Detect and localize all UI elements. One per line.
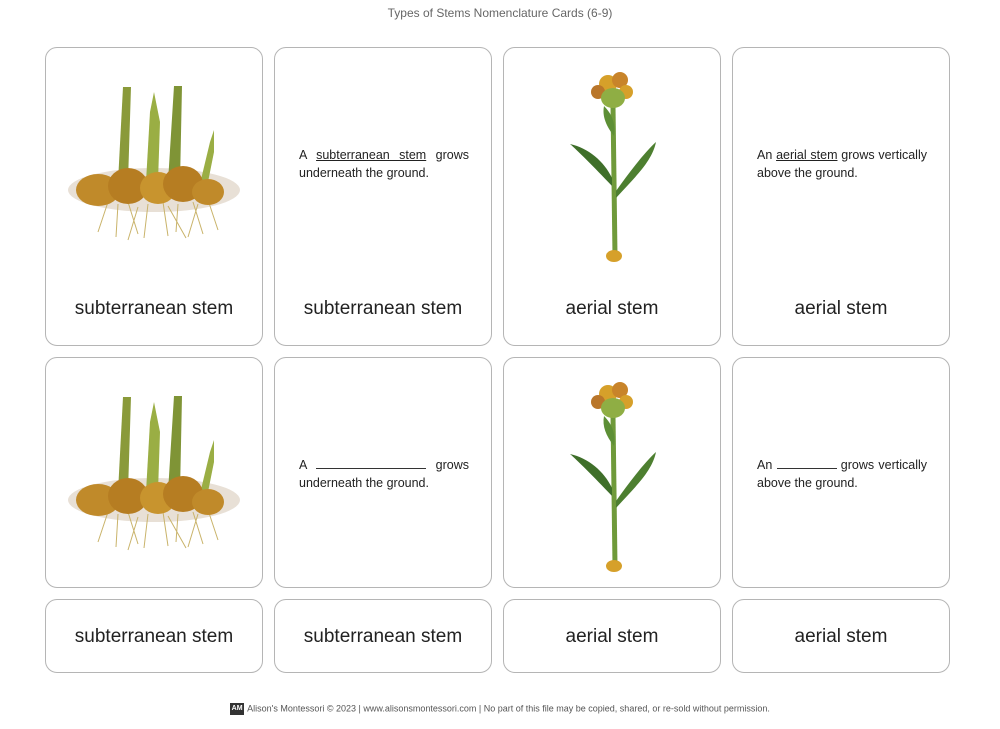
picture-card-aerial — [503, 357, 721, 588]
brand-logo: AM — [230, 703, 244, 715]
label-card-aerial — [732, 599, 950, 673]
definition-text: A grows underneath the ground. — [299, 458, 469, 490]
page-title: Types of Stems Nomenclature Cards (6-9) — [387, 6, 613, 20]
label-card-subterranean — [274, 599, 492, 673]
picture-card-subterranean — [45, 357, 263, 588]
definition-text: A subterranean stem grows underneath the ground. — [299, 148, 469, 180]
label-card-subterranean — [45, 599, 263, 673]
card-label: subterranean stem — [303, 626, 463, 647]
card-label: aerial stem — [794, 626, 888, 647]
control-card-subterranean-picture — [45, 47, 263, 346]
aerial-stem-illustration — [568, 66, 658, 266]
card-label: aerial stem — [565, 298, 659, 319]
definition-text: An aerial stem grows vertically above the ground. — [757, 148, 927, 180]
card-label: subterranean stem — [74, 626, 234, 647]
label-card-aerial — [503, 599, 721, 673]
definition-text: An grows vertically above the ground. — [757, 458, 927, 490]
subterranean-stem-illustration — [68, 392, 240, 552]
card-label: aerial stem — [794, 298, 888, 319]
answer-blank — [316, 456, 426, 469]
definition-term: aerial stem — [776, 148, 838, 162]
copyright-text: Alison's Montessori © 2023 | www.alisonsmontessori.com | No part of this file may be copied, shared, or re-sold without permission. — [247, 703, 770, 714]
card-label: subterranean stem — [74, 298, 234, 319]
subterranean-stem-illustration — [68, 82, 240, 242]
definition-term: subterranean stem — [316, 148, 427, 162]
definition-blank-card-subterranean — [274, 357, 492, 588]
card-label: aerial stem — [565, 626, 659, 647]
footer — [0, 703, 1000, 715]
aerial-stem-illustration — [568, 376, 658, 576]
definition-blank-card-aerial — [732, 357, 950, 588]
answer-blank — [777, 456, 837, 469]
card-label: subterranean stem — [303, 298, 463, 319]
definition-card-subterranean — [274, 47, 492, 346]
definition-card-aerial — [732, 47, 950, 346]
control-card-aerial-picture — [503, 47, 721, 346]
